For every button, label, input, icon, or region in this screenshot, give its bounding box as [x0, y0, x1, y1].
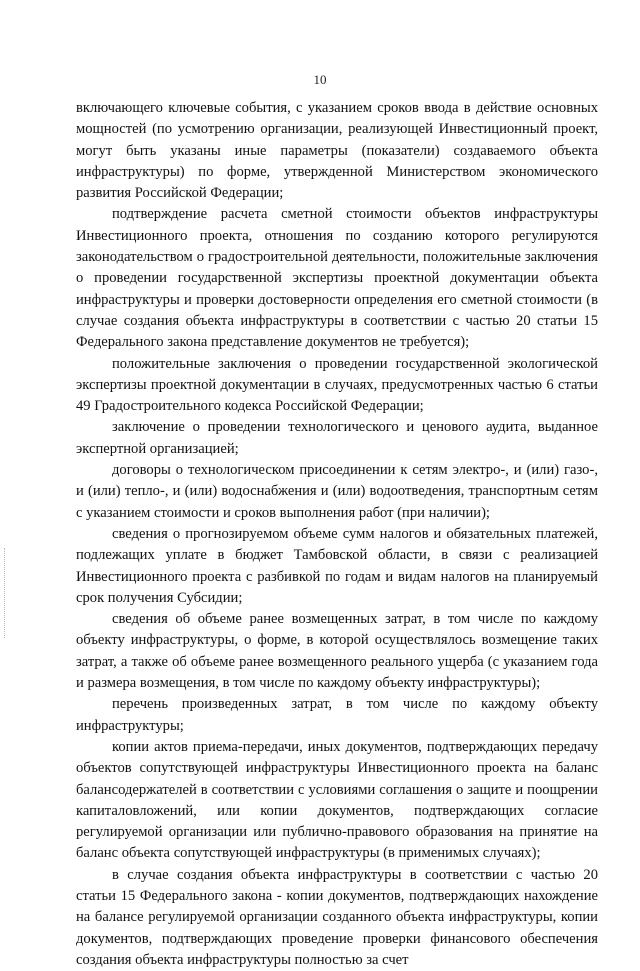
paragraph-connection-contracts: договоры о технологическом присоединении к сетям электро-, и (или) газо-, и (или) тепло-, и (или) водоснабжения и (или) водоотведения, транспортным сетям с указанием стоимости и сроков выполнения работ (при наличии);	[76, 462, 598, 521]
paragraph-ecological-expertise: положительные заключения о проведении государственной экологической экспертизы проектной документации в случаях, предусмотренных частью 6 статьи 49 Градостроительного кодекса Российской Федерации;	[76, 355, 598, 415]
paragraph-technological-audit: заключение о проведении технологического и ценового аудита, выданное экспертной организацией;	[76, 419, 598, 457]
paragraph-balance-documents: в случае создания объекта инфраструктуры в соответствии с частью 20 статьи 15 Федерального закона - копии документов, подтверждающих нахождение на балансе регулируемой организации созданного объекта инфраструктуры, копии документов, подтверждающих проведение проверки финансового обеспечения создания объекта инфраструктуры полностью за счет	[76, 866, 598, 968]
document-body	[76, 98, 598, 971]
paragraph-cost-estimate: подтверждение расчета сметной стоимости объектов инфраструктуры Инвестиционного проекта, отношения по созданию которого регулируются законодательством о градостроительной деятельности, положительные заключения о проведении государственной экспертизы проектной документации объекта инфраструктуры и проверки достоверности определения его сметной стоимости (в случае создания объекта инфраструктуры в соответствии с частью 20 статьи 15 Федерального закона представление документов не требуется);	[76, 206, 598, 351]
paragraph-tax-forecast: сведения о прогнозируемом объеме сумм налогов и обязательных платежей, подлежащих уплате в бюджет Тамбовской области, в связи с реализацией Инвестиционного проекта с разбивкой по годам и видам налогов на планируемый срок получения Субсидии;	[76, 525, 598, 606]
paragraph-reimbursed-costs: сведения об объеме ранее возмещенных затрат, в том числе по каждому объекту инфраструктуры, о форме, в которой осуществлялось возмещение таких затрат, а также об объеме ранее возмещенного реального ущерба (с указанием года и размера возмещения, в том числе по каждому объекту инфраструктуры);	[76, 611, 598, 692]
scan-margin-mark	[4, 548, 7, 638]
paragraph-transfer-acts: копии актов приема-передачи, иных документов, подтверждающих передачу объектов сопутствующей инфраструктуры Инвестиционного проекта на баланс балансодержателей в соответствии с условиями соглашения о защите и поощрении капиталовложений, или копии документов, подтверждающих согласие регулируемой организации или публично-правового образования на принятие на баланс объекта сопутствующей инфраструктуры (в применимых случаях);	[76, 738, 598, 862]
paragraph-continuation: включающего ключевые события, с указанием сроков ввода в действие основных мощностей (по усмотрению организации, реализующей Инвестиционный проект, могут быть указаны иные параметры (показатели) создаваемого объекта инфраструктуры) по форме, утвержденной Министерством экономического развития Российской Федерации;	[76, 100, 598, 202]
page-number: 10	[313, 72, 327, 87]
paragraph-costs-list: перечень произведенных затрат, в том числе по каждому объекту инфраструктуры;	[76, 696, 598, 734]
